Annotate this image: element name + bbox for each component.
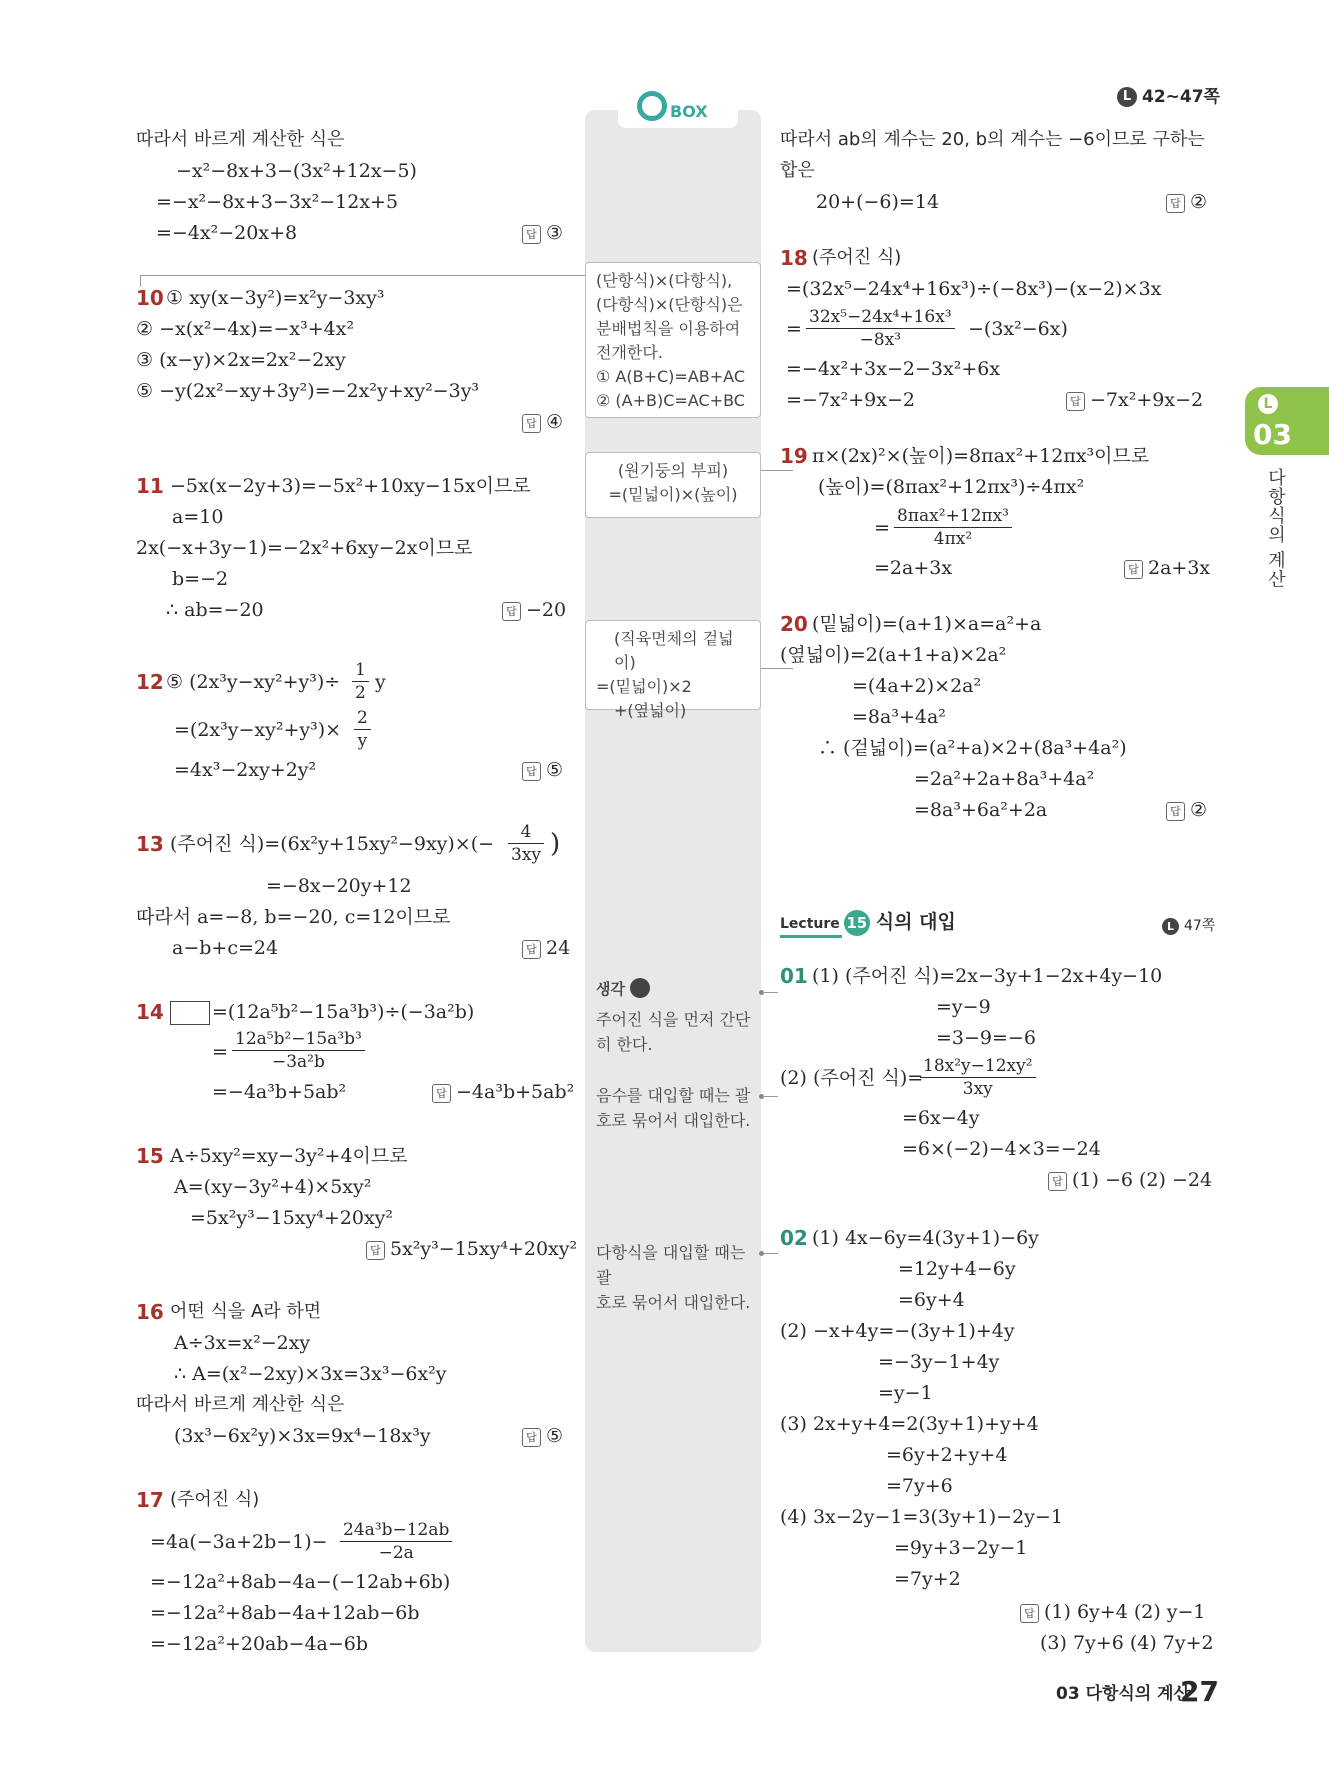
problem-number: 11: [136, 474, 164, 498]
answer: 답 −7x²+9x−2: [1066, 388, 1203, 412]
p20-line1: (밑넓이)=(a+1)×a=a²+a: [812, 613, 1042, 635]
lecture-header: [780, 910, 956, 936]
p19-line4: =2a+3x: [874, 557, 953, 579]
answer: 답 ②: [1166, 190, 1207, 214]
p16-line2: A÷3x=x²−2xy: [174, 1332, 311, 1354]
answer: 답 ③: [522, 221, 563, 245]
tip-polynomial: 다항식을 대입할 때는 괄 호로 묶어서 대입한다.: [596, 1243, 751, 1312]
answer-icon: 답: [1048, 1172, 1067, 1191]
q02-line3: =6y+4: [898, 1289, 965, 1311]
problem-number: 17: [136, 1488, 164, 1512]
q01-line1: (1) (주어진 식)=2x−3y+1−2x+4y−10: [812, 965, 1163, 987]
p18-line1: (주어진 식): [812, 247, 902, 268]
qbox-label: BOX: [670, 102, 708, 121]
q02-line11: =9y+3−2y−1: [894, 1537, 1028, 1559]
q01-line2: =y−9: [936, 996, 991, 1018]
p20-line3: =(4a+2)×2a²: [852, 675, 982, 697]
q02-line8: =6y+2+y+4: [886, 1444, 1008, 1466]
lecture-underline: [780, 935, 842, 938]
problem-number: 14: [136, 1000, 164, 1024]
p20-line4: =8a³+4a²: [852, 706, 946, 728]
p20-line7: =8a³+6a²+2a: [914, 799, 1048, 821]
blank-box: [170, 1001, 210, 1025]
p20-line6: =2a²+2a+8a³+4a²: [914, 768, 1095, 790]
answer-icon: 답: [366, 1241, 385, 1260]
lecture-number: 15: [844, 910, 870, 936]
p13-line2: =−8x−20y+12: [266, 875, 412, 897]
q02-line1: (1) 4x−6y=4(3y+1)−6y: [812, 1227, 1039, 1249]
q02-line12: =7y+2: [894, 1568, 961, 1590]
lecture-badge-icon: L: [1162, 918, 1179, 935]
p13-line3: 따라서 a=−8, b=−20, c=12이므로: [136, 906, 451, 928]
connector-line: [762, 1253, 778, 1254]
q01-line3: =3−9=−6: [936, 1027, 1036, 1049]
think-label: 생각: [596, 980, 625, 998]
answer: 답 ②: [1166, 798, 1207, 822]
answer-icon: 답: [1020, 1604, 1039, 1623]
answer: 답 −20: [502, 598, 566, 622]
think-icon: [630, 978, 650, 998]
lecture-page-ref: L 47쪽: [1162, 914, 1215, 938]
p17-line2: =4a(−3a+2b−1)−: [150, 1531, 328, 1553]
answer-icon: 답: [522, 414, 541, 433]
connector-line: [761, 668, 793, 669]
problem-number: 20: [780, 612, 808, 636]
p11-line4: b=−2: [172, 568, 229, 590]
answer-icon: 답: [432, 1084, 451, 1103]
answer-icon: 답: [522, 225, 541, 244]
answer: 답 (1) 6y+4 (2) y−1: [1020, 1600, 1206, 1624]
problem-number: 10: [136, 286, 164, 310]
tip-simplify: 주어진 식을 먼저 간단 히 한다.: [596, 1010, 751, 1054]
note-box-cylinder: (원기둥의 부피) =(밑넓이)×(높이): [585, 452, 761, 518]
fraction: $\frac{\text{32x⁵−24x⁴+16x³}}{\text{−8x³}}$: [806, 306, 955, 351]
answer-icon: 답: [1066, 392, 1085, 411]
answer: 답 (1) −6 (2) −24: [1048, 1168, 1212, 1192]
p13-line4: a−b+c=24: [172, 937, 279, 959]
answer: 답 5x²y³−15xy⁴+20xy²: [366, 1237, 577, 1261]
connector-line: [761, 470, 793, 471]
chapter-side-title: 다항식의 계산: [1265, 468, 1286, 589]
p17-line5: =−12a²+20ab−4a−6b: [150, 1633, 369, 1655]
tip-negative: 음수를 대입할 때는 괄 호로 묶어서 대입한다.: [596, 1086, 751, 1130]
q01-line5: =6x−4y: [902, 1107, 980, 1129]
q02-line9: =7y+6: [886, 1475, 953, 1497]
p15-line3: =5x²y³−15xy⁴+20xy²: [190, 1207, 394, 1229]
p10-line3: ③ (x−y)×2x=2x²−2xy: [136, 349, 346, 371]
answer: 답 24: [522, 936, 570, 960]
answer-continued: (3) 7y+6 (4) 7y+2: [1040, 1632, 1214, 1654]
right-intro-line1: 따라서 ab의 계수는 20, b의 계수는 −6이므로 구하는: [780, 129, 1205, 150]
p20-line2: (옆넓이)=2(a+1+a)×2a²: [780, 644, 1007, 666]
p18-eq: =: [786, 318, 802, 340]
p19-line2: (높이)=(8πax²+12πx³)÷4πx²: [818, 476, 1085, 498]
connector-line: [762, 992, 778, 993]
fraction: $\frac{1}{2}$: [352, 659, 369, 704]
p10-line1: ① xy(x−3y²)=x²y−3xy³: [166, 287, 385, 309]
answer: 답 ⑤: [522, 758, 563, 782]
lecture-word: Lecture: [780, 916, 840, 932]
fraction: $\frac{\text{24a³b−12ab}}{-2a}$: [340, 1519, 452, 1564]
connector-line: [140, 275, 585, 276]
problem-number: 16: [136, 1300, 164, 1324]
p18-line3-tail: −(3x²−6x): [968, 318, 1068, 340]
lecture-title: 식의 대입: [875, 911, 956, 933]
p14-eq: =: [212, 1041, 228, 1063]
p14-line3: =−4a³b+5ab²: [212, 1081, 347, 1103]
p12-line1-tail: y: [375, 671, 386, 693]
p16-line5: (3x³−6x²y)×3x=9x⁴−18x³y: [174, 1425, 431, 1447]
p12-line2: =(2x³y−xy²+y³)×: [174, 719, 342, 741]
left-intro-text: 따라서 바르게 계산한 식은: [136, 129, 345, 150]
p19-line1: π×(2x)²×(높이)=8πax²+12πx³이므로: [812, 445, 1150, 467]
p18-line2: =(32x⁵−24x⁴+16x³)÷(−8x³)−(x−2)×3x: [786, 278, 1162, 300]
chapter-tab-badge: L: [1258, 394, 1278, 414]
problem-number: 18: [780, 246, 808, 270]
note-box-cuboid: (직육면체의 겉넓이) =(밑넓이)×2 +(옆넓이): [585, 620, 761, 710]
q02-line2: =12y+4−6y: [898, 1258, 1016, 1280]
p12-line1: ⑤ (2x³y−xy²+y³)÷: [166, 671, 341, 693]
lecture-badge-icon: L: [1117, 87, 1137, 107]
p16-line3: ∴ A=(x²−2xy)×3x=3x³−6x²y: [174, 1363, 447, 1385]
p13-line1-tail: ): [550, 829, 561, 859]
answer-icon: 답: [1124, 560, 1143, 579]
p11-line1: −5x(x−2y+3)=−5x²+10xy−15x이므로: [170, 475, 531, 497]
p15-line1: A÷5xy²=xy−3y²+4이므로: [170, 1145, 408, 1167]
footer-page-number: 27: [1180, 1675, 1219, 1708]
chapter-tab-number: 03: [1253, 418, 1292, 451]
answer: 답 2a+3x: [1124, 556, 1210, 580]
answer-icon: 답: [1166, 194, 1185, 213]
p18-line4: =−4x²+3x−2−3x²+6x: [786, 358, 1001, 380]
answer-icon: 답: [1166, 802, 1185, 821]
problem-number: 13: [136, 832, 164, 856]
p15-line2: A=(xy−3y²+4)×5xy²: [174, 1176, 372, 1198]
footer-chapter-title: 03 다항식의 계산: [1056, 1684, 1191, 1704]
problem-number: 15: [136, 1144, 164, 1168]
left-intro-line2: =−x²−8x+3−3x²−12x+5: [156, 191, 399, 213]
fraction: 8πax²+12πx³ 4πx²: [894, 505, 1012, 550]
answer: 답 ⑤: [522, 1424, 563, 1448]
p19-eq: =: [874, 517, 890, 539]
question-number: 02: [780, 1226, 808, 1250]
answer-icon: 답: [522, 940, 541, 959]
fraction: $\frac{4}{3xy}$: [508, 821, 544, 866]
answer-icon: 답: [522, 1428, 541, 1447]
right-intro-line2: 합은: [780, 160, 815, 181]
p13-line1: (주어진 식)=(6x²y+15xy²−9xy)×(−: [170, 833, 495, 855]
q02-line6: =y−1: [878, 1382, 933, 1404]
p18-line5: =−7x²+9x−2: [786, 389, 915, 411]
page-range: L 42~47쪽: [1117, 85, 1220, 109]
p11-line3: 2x(−x+3y−1)=−2x²+6xy−2x이므로: [136, 537, 473, 559]
q01-line6: =6×(−2)−4×3=−24: [902, 1138, 1101, 1160]
q02-line4: (2) −x+4y=−(3y+1)+4y: [780, 1320, 1015, 1342]
left-intro-line3: =−4x²−20x+8: [156, 222, 298, 244]
q02-line5: =−3y−1+4y: [878, 1351, 1000, 1373]
q02-line10: (4) 3x−2y−1=3(3y+1)−2y−1: [780, 1506, 1063, 1528]
p16-line4: 따라서 바르게 계산한 식은: [136, 1394, 345, 1415]
left-intro-line1: −x²−8x+3−(3x²+12x−5): [176, 160, 417, 182]
p20-line5: ∴ (겉넓이)=(a²+a)×2+(8a³+4a²): [818, 737, 1127, 759]
answer: 답 ④: [522, 410, 563, 434]
p11-line2: a=10: [172, 506, 224, 528]
p16-line1: 어떤 식을 A라 하면: [170, 1301, 322, 1322]
problem-number: 19: [780, 444, 808, 468]
p14-line1: =(12a⁵b²−15a³b³)÷(−3a²b): [170, 1000, 474, 1025]
p17-line1: (주어진 식): [170, 1489, 260, 1510]
answer-icon: 답: [522, 762, 541, 781]
question-number: 01: [780, 964, 808, 988]
right-intro-line3: 20+(−6)=14: [816, 191, 940, 213]
qbox-logo-icon: [637, 91, 667, 121]
q01-line4: (2) (주어진 식)=: [780, 1067, 924, 1089]
fraction: $\frac{\text{18x²y−12xy²}}{3xy}$: [920, 1055, 1036, 1100]
fraction: $\frac{2}{y}$: [354, 707, 371, 752]
note-box-distributive: (단항식)×(다항식), (다항식)×(단항식)은 분배법칙을 이용하여 전개한다. ① A(B+C)=AB+AC ② (A+B)C=AC+BC: [585, 262, 761, 418]
p17-line4: =−12a²+8ab−4a+12ab−6b: [150, 1602, 420, 1624]
connector-line: [762, 1096, 778, 1097]
p12-line3: =4x³−2xy+2y²: [174, 759, 317, 781]
q02-line7: (3) 2x+y+4=2(3y+1)+y+4: [780, 1413, 1039, 1435]
p10-line2: ② −x(x²−4x)=−x³+4x²: [136, 318, 355, 340]
fraction: $\frac{\text{12a⁵b²−15a³b³}}{\text{−3a²b}}$: [232, 1028, 365, 1073]
p17-line3: =−12a²+8ab−4a−(−12ab+6b): [150, 1571, 451, 1593]
problem-number: 12: [136, 670, 164, 694]
answer-icon: 답: [502, 602, 521, 621]
p11-line5: ∴ ab=−20: [166, 599, 264, 621]
answer: 답 −4a³b+5ab²: [432, 1080, 574, 1104]
p10-line4: ⑤ −y(2x²−xy+3y²)=−2x²y+xy²−3y³: [136, 380, 480, 402]
